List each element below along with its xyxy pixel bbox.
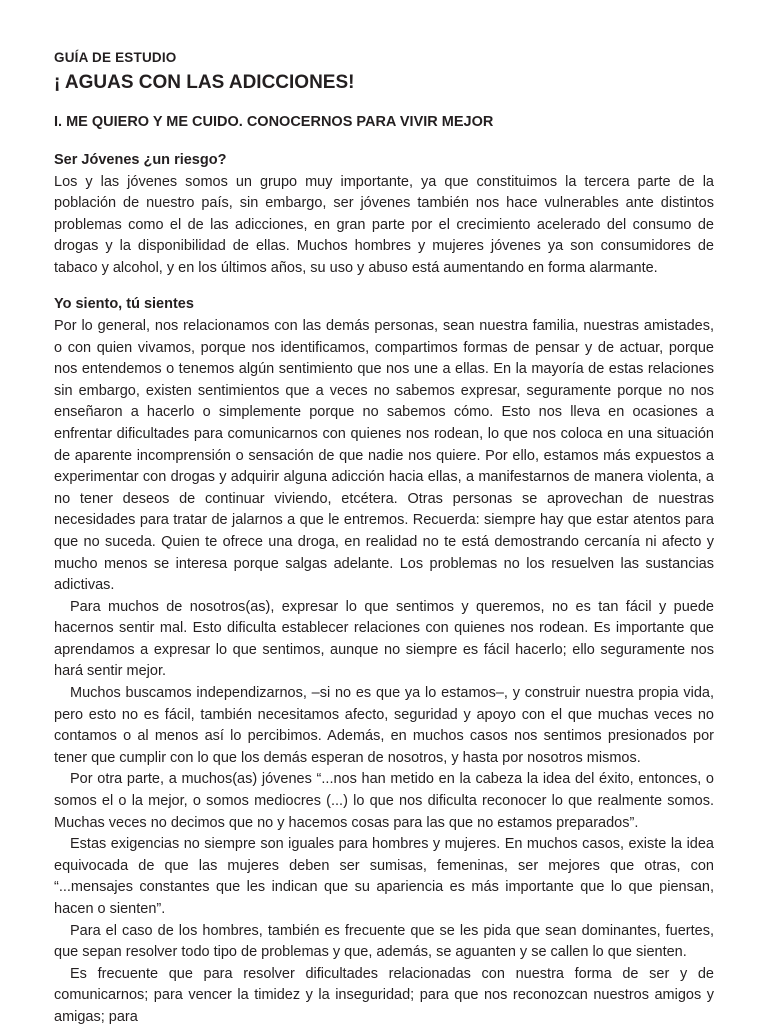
paragraph: Por otra parte, a muchos(as) jóvenes “...nos han metido en la cabeza la idea del éxito, entonces, o somos el o la mejor, o somos mediocres (...) lo que nos dificulta reconocer lo que realmente somos. Muchas veces no decimos que no y hacemos cosas para las que no estamos preparados”. xyxy=(54,771,714,831)
document-title: ¡ AGUAS CON LAS ADICCIONES! xyxy=(54,72,355,93)
document-page xyxy=(54,48,714,1029)
subsection-heading: Ser Jóvenes ¿un riesgo? xyxy=(54,152,227,168)
section-heading: I. ME QUIERO Y ME CUIDO. CONOCERNOS PARA VIVIR MEJOR xyxy=(54,114,494,130)
paragraph: Los y las jóvenes somos un grupo muy importante, ya que constituimos la tercera parte de la población de nuestro país, sin embargo, ser jóvenes también nos hace vulnerables ante distintos problemas como el de las adicciones, en gran parte por el crecimiento acelerado del consumo de drogas y la disponibilidad de ellas. Muchos hombres y mujeres jóvenes ya son consumidores de tabaco y alcohol, y en los últimos años, su uso y abuso está aumentando en forma alarmante. xyxy=(54,173,714,276)
paragraph: Para muchos de nosotros(as), expresar lo que sentimos y queremos, no es tan fácil y puede hacernos sentir mal. Esto dificulta establecer relaciones con quienes nos rodean. Es importante que aprendamos a expresar lo que sentimos, aunque no siempre es fácil hacerlo; ello seguramente nos hará sentir mejor. xyxy=(54,598,714,680)
subsection-ser-jovenes xyxy=(54,150,714,279)
paragraph: Estas exigencias no siempre son iguales para hombres y mujeres. En muchos casos, existe la idea equivocada de que las mujeres deben ser sumisas, femeninas, ser mejores que otras, con “...mensajes constantes que les indican que su apariencia es más importante que lo que piensan, hacen o sienten”. xyxy=(54,836,714,917)
document-kicker: GUÍA DE ESTUDIO xyxy=(54,50,177,65)
paragraph: Por lo general, nos relacionamos con las demás personas, sean nuestra familia, nuestras amistades, o con quien vivamos, porque nos identificamos, compartimos formas de pensar y de actuar, porque nos entendemos o tenemos algún sentimiento que nos une a ellas. En la mayoría de estas relaciones sin embargo, existen sentimientos que a veces no sabemos expresar, seguramente porque no nos enseñaron a hacerlo o simplemente porque no sabemos cómo. Esto nos lleva en ocasiones a enfrentar dificultades para comunicarnos con quienes nos rodean, lo que nos coloca en una situación de aparente incomprensión o sensación de que nadie nos quiere. Por ello, estamos más expuestos a experimentar con drogas y adquirir alguna adicción hacia ellas, a manifestarnos de manera violenta, a no tener deseos de continuar viviendo, etcétera. Otras personas se aprovechan de nuestras necesidades para tratar de jalarnos a que le entremos. Recuerda: siempre hay que estar atentos para que no suceda. Quien te ofrece una droga, en realidad no te está demostrando cercanía ni afecto y mucho menos se interesa porque salgas adelante. Los problemas no los resuelven las sustancias adictivas. xyxy=(54,317,714,594)
subsection-heading: Yo siento, tú sientes xyxy=(54,296,194,313)
paragraph: Es frecuente que para resolver dificultades relacionadas con nuestra forma de ser y de comunicarnos; para vencer la timidez y la inseguridad; para que nos reconozcan nuestros amigos y amigas; para xyxy=(54,965,714,1025)
subsection-yo-siento xyxy=(54,294,714,1028)
paragraph: Muchos buscamos independizarnos, –si no es que ya lo estamos–, y construir nuestra propia vida, pero esto no es fácil, también necesitamos afecto, seguridad y apoyo con el que muchas veces no contamos o al menos así lo percibimos. Además, en muchos casos nos sentimos presionados por tener que cumplir con lo que los demás esperan de nosotros, y hasta por nosotros mismos. xyxy=(54,685,714,766)
paragraph: Para el caso de los hombres, también es frecuente que se les pida que sean dominantes, fuertes, que sepan resolver todo tipo de problemas y que, además, se aguanten y se callen lo que sienten. xyxy=(54,922,714,961)
